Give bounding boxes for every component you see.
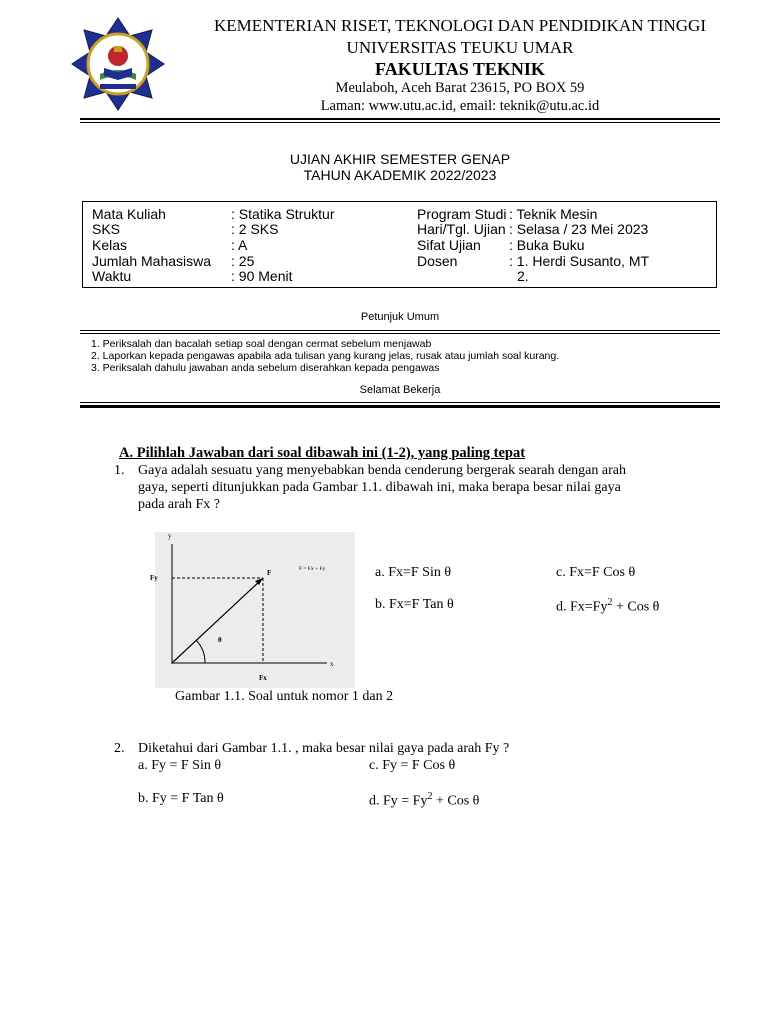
info-label: Mata Kuliah [92, 206, 166, 222]
address: Meulaboh, Aceh Barat 23615, PO BOX 59 [335, 80, 585, 96]
instructions-rule-top-2 [80, 333, 720, 334]
info-value: : Teknik Mesin [509, 206, 598, 222]
q2-option-d[interactable] [369, 791, 479, 810]
instructions-rule-bottom [80, 402, 720, 403]
exam-title: UJIAN AKHIR SEMESTER GENAP [289, 151, 511, 167]
theta-label: θ [218, 636, 222, 644]
q2-option-a[interactable]: a. Fy = F Sin θ [138, 758, 222, 773]
fx-label: Fx [259, 674, 267, 682]
x-axis-label: x [330, 660, 334, 668]
question-number: 2. [114, 741, 125, 756]
q1-option-d-exponent: 2 [607, 597, 613, 608]
question-text-line: Gaya adalah sesuatu yang menyebabkan benda cenderung bergerak searah dengan arah [138, 463, 626, 478]
exam-info-box [82, 201, 717, 288]
instruction-item: 3. Periksalah dahulu jawaban anda sebelum diserahkan kepada pengawas [91, 362, 440, 374]
figure-caption: Gambar 1.1. Soal untuk nomor 1 dan 2 [175, 689, 394, 704]
instruction-item: 1. Periksalah dan bacalah setiap soal dengan cermat sebelum menjawab [91, 338, 432, 350]
contact: Laman: www.utu.ac.id, email: teknik@utu.ac.id [320, 98, 600, 114]
info-value: : A [231, 237, 248, 253]
question-text-line: Diketahui dari Gambar 1.1. , maka besar nilai gaya pada arah Fy ? [138, 741, 510, 756]
academic-year: TAHUN AKADEMIK 2022/2023 [303, 167, 497, 183]
ministry-name: KEMENTERIAN RISET, TEKNOLOGI DAN PENDIDIKAN TINGGI [214, 16, 706, 35]
theta-arc [196, 640, 205, 663]
q2-option-d-tail: + Cos θ [432, 793, 480, 809]
instructions-heading: Petunjuk Umum [360, 311, 440, 323]
closing-text: Selamat Bekerja [359, 384, 441, 396]
f-label: F [267, 569, 272, 577]
info-value: : Selasa / 23 Mei 2023 [509, 221, 649, 237]
fy-label: Fy [150, 574, 158, 582]
q2-option-d-exponent: 2 [427, 791, 433, 802]
force-diagram [150, 532, 355, 688]
question-number: 1. [114, 463, 125, 478]
info-label: Kelas [92, 237, 128, 253]
info-value: : 25 [231, 253, 255, 269]
info-label: Jumlah Mahasiswa [92, 253, 212, 269]
question-text-line: gaya, seperti ditunjukkan pada Gambar 1.1. dibawah ini, maka berapa besar nilai gaya [138, 480, 621, 495]
q2-option-d-text: d. Fy = Fy [369, 793, 428, 809]
university-name: UNIVERSITAS TEUKU UMAR [346, 38, 574, 57]
q1-option-d-text: d. Fx=Fy [556, 599, 608, 615]
info-value: : Buka Buku [509, 237, 585, 253]
q1-option-c[interactable]: c. Fx=F Cos θ [556, 565, 636, 580]
section-title: A. Pilihlah Jawaban dari soal dibawah ini (1-2), yang paling tepat [119, 445, 526, 461]
q2-option-b[interactable]: b. Fy = F Tan θ [138, 791, 224, 806]
q1-option-d[interactable] [556, 597, 659, 616]
info-value: : 2 SKS [231, 221, 279, 237]
header-rule [80, 118, 720, 120]
info-label: Hari/Tgl. Ujian [417, 221, 506, 237]
info-label: Sifat Ujian [417, 237, 481, 253]
info-label: Program Studi [417, 206, 507, 222]
q1-option-a[interactable]: a. Fx=F Sin θ [375, 565, 452, 580]
faculty-name: FAKULTAS TEKNIK [375, 59, 545, 79]
instructions-rule-top [80, 330, 720, 331]
info-label: Dosen [417, 253, 458, 269]
q1-option-b[interactable]: b. Fx=F Tan θ [375, 597, 454, 612]
info-value: : 90 Menit [231, 268, 293, 284]
info-value: : 1. Herdi Susanto, MT [509, 253, 650, 269]
q1-option-d-tail: + Cos θ [612, 599, 660, 615]
force-vector [172, 580, 261, 663]
y-axis-label: y [168, 532, 172, 540]
info-label: Waktu [92, 268, 132, 284]
header-rule-thin [80, 122, 720, 123]
force-equation: F = Fx + Fy [299, 566, 326, 572]
info-value: : Statika Struktur [231, 206, 335, 222]
info-label: SKS [92, 221, 121, 237]
q2-option-c[interactable]: c. Fy = F Cos θ [369, 758, 456, 773]
info-value: 2. [517, 268, 529, 284]
instructions-rule-bottom-thick [80, 405, 720, 408]
instruction-item: 2. Laporkan kepada pengawas apabila ada tulisan yang kurang jelas, rusak atau jumlah soal kurang. [91, 350, 560, 362]
university-logo [70, 16, 166, 112]
question-text-line: pada arah Fx ? [138, 497, 221, 512]
